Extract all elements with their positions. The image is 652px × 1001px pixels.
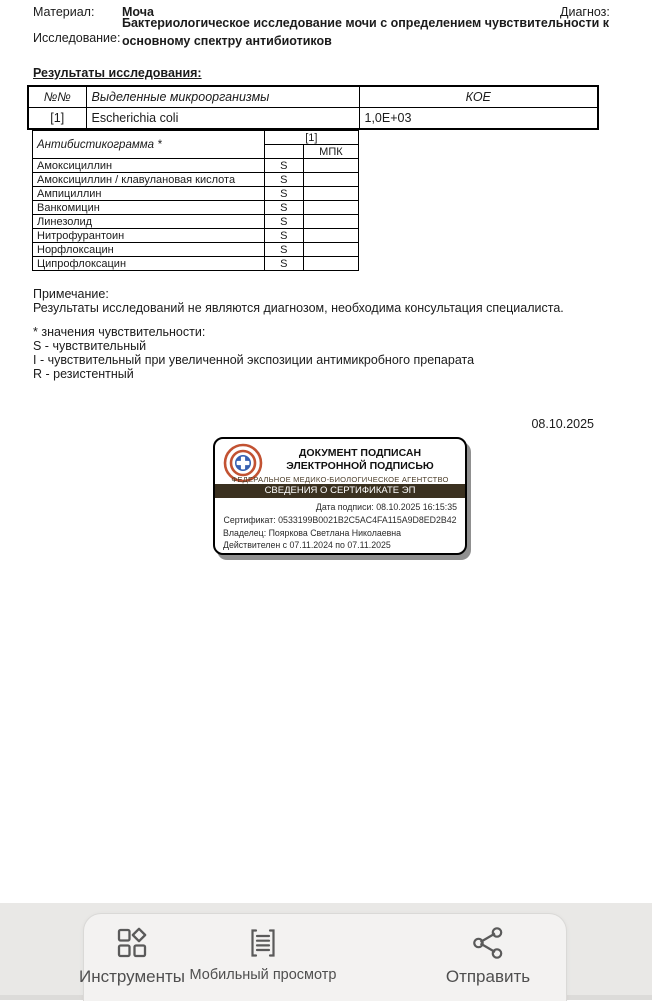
study-label: Исследование:	[33, 31, 121, 45]
mpk-value	[303, 159, 358, 173]
stamp-sign-date: Дата подписи: 08.10.2025 16:15:35	[315, 502, 457, 512]
antibiogram-title: Антибистикограмма *	[33, 131, 265, 159]
organism-num: [1]	[28, 108, 86, 130]
diagnosis-label: Диагноз:	[560, 5, 610, 19]
legend-i: I - чувствительный при увеличенной экспозиции антимикробного препарата	[33, 353, 475, 367]
stamp-validity: Действителен с 07.11.2024 по 07.11.2025	[223, 540, 391, 550]
study-value: Бактериологическое исследование мочи с определением чувствительности к основному спектру антибиотиков	[122, 16, 609, 48]
sensitivity-value: S	[264, 201, 303, 215]
table-row	[33, 257, 359, 271]
organisms-table	[27, 85, 599, 130]
material-label: Материал:	[33, 5, 95, 19]
mpk-value	[303, 243, 358, 257]
stamp-certificate-bar: СВЕДЕНИЯ О СЕРТИФИКАТЕ ЭП	[215, 484, 465, 498]
tools-label: Инструменты	[78, 967, 185, 986]
stamp-title-line1: ДОКУМЕНТ ПОДПИСАН	[298, 447, 422, 459]
table-row	[33, 187, 359, 201]
col-header-num: №№	[28, 86, 86, 108]
sensitivity-value: S	[264, 159, 303, 173]
sensitivity-value: S	[264, 257, 303, 271]
mpk-value	[303, 201, 358, 215]
sensitivity-value: S	[264, 243, 303, 257]
mpk-value	[303, 187, 358, 201]
antibiogram-table	[32, 130, 359, 271]
sensitivity-value: S	[264, 187, 303, 201]
results-heading: Результаты исследования:	[33, 66, 202, 80]
table-row	[33, 215, 359, 229]
antibiotic-name: Норфлоксацин	[33, 243, 265, 257]
organism-name: Escherichia coli	[86, 108, 359, 130]
note-text: Результаты исследований не являются диагнозом, необходима консультация специалиста.	[33, 301, 564, 315]
sensitivity-value: S	[264, 173, 303, 187]
antibiotic-name: Ципрофлоксацин	[33, 257, 265, 271]
stamp-title	[261, 447, 459, 473]
antibiogram-header-row-1	[33, 131, 359, 145]
table-row	[33, 229, 359, 243]
signature-stamp	[213, 437, 467, 555]
antibiotic-name: Амоксициллин / клавулановая кислота	[33, 173, 265, 187]
antibiotic-name: Амоксициллин	[33, 159, 265, 173]
mpk-value	[303, 257, 358, 271]
legend-title: * значения чувствительности:	[33, 325, 206, 339]
mobile-view-label: Мобильный просмотр	[189, 967, 337, 983]
material-value: Моча	[122, 5, 154, 19]
mobile-view-icon	[246, 926, 280, 960]
table-row	[28, 108, 598, 130]
note-label: Примечание:	[33, 287, 109, 301]
send-label: Отправить	[445, 967, 531, 986]
document-date: 08.10.2025	[531, 417, 594, 431]
organism-koe: 1,0E+03	[359, 108, 598, 130]
table-row	[33, 243, 359, 257]
bottom-toolbar	[78, 913, 567, 1001]
antibiotic-name: Ампициллин	[33, 187, 265, 201]
antibiotic-name: Нитрофурантоин	[33, 229, 265, 243]
stamp-owner: Владелец: Пояркова Светлана Николаевна	[223, 528, 402, 538]
table-row	[33, 159, 359, 173]
organisms-table-header-row	[28, 86, 598, 108]
tools-grid-icon	[115, 926, 149, 960]
sensitivity-value: S	[264, 229, 303, 243]
mpk-value	[303, 173, 358, 187]
mpk-value	[303, 215, 358, 229]
send-button[interactable]	[408, 926, 568, 987]
share-icon	[471, 926, 505, 960]
mpk-value	[303, 229, 358, 243]
col-header-koe: КОЕ	[359, 86, 598, 108]
antibiogram-group-header: [1]	[264, 131, 358, 145]
sensitivity-value: S	[264, 215, 303, 229]
col-header-organism: Выделенные микроорганизмы	[86, 86, 359, 108]
mobile-view-button[interactable]	[183, 926, 343, 983]
table-row	[33, 173, 359, 187]
legend-r: R - резистентный	[33, 367, 134, 381]
table-row	[33, 201, 359, 215]
antibiogram-blank-header	[264, 145, 303, 159]
stamp-title-line2: ЭЛЕКТРОННОЙ ПОДПИСЬЮ	[286, 460, 434, 472]
antibiotic-name: Линезолид	[33, 215, 265, 229]
antibiogram-mpk-header: МПК	[303, 145, 358, 159]
legend-s: S - чувствительный	[33, 339, 147, 353]
stamp-agency: ФЕДЕРАЛЬНОЕ МЕДИКО-БИОЛОГИЧЕСКОЕ АГЕНТСТВО	[231, 475, 449, 484]
antibiotic-name: Ванкомицин	[33, 201, 265, 215]
stamp-certificate-number: Сертификат: 0533199B0021B2C5AC4FA115A9D8ED2B42	[223, 515, 457, 525]
